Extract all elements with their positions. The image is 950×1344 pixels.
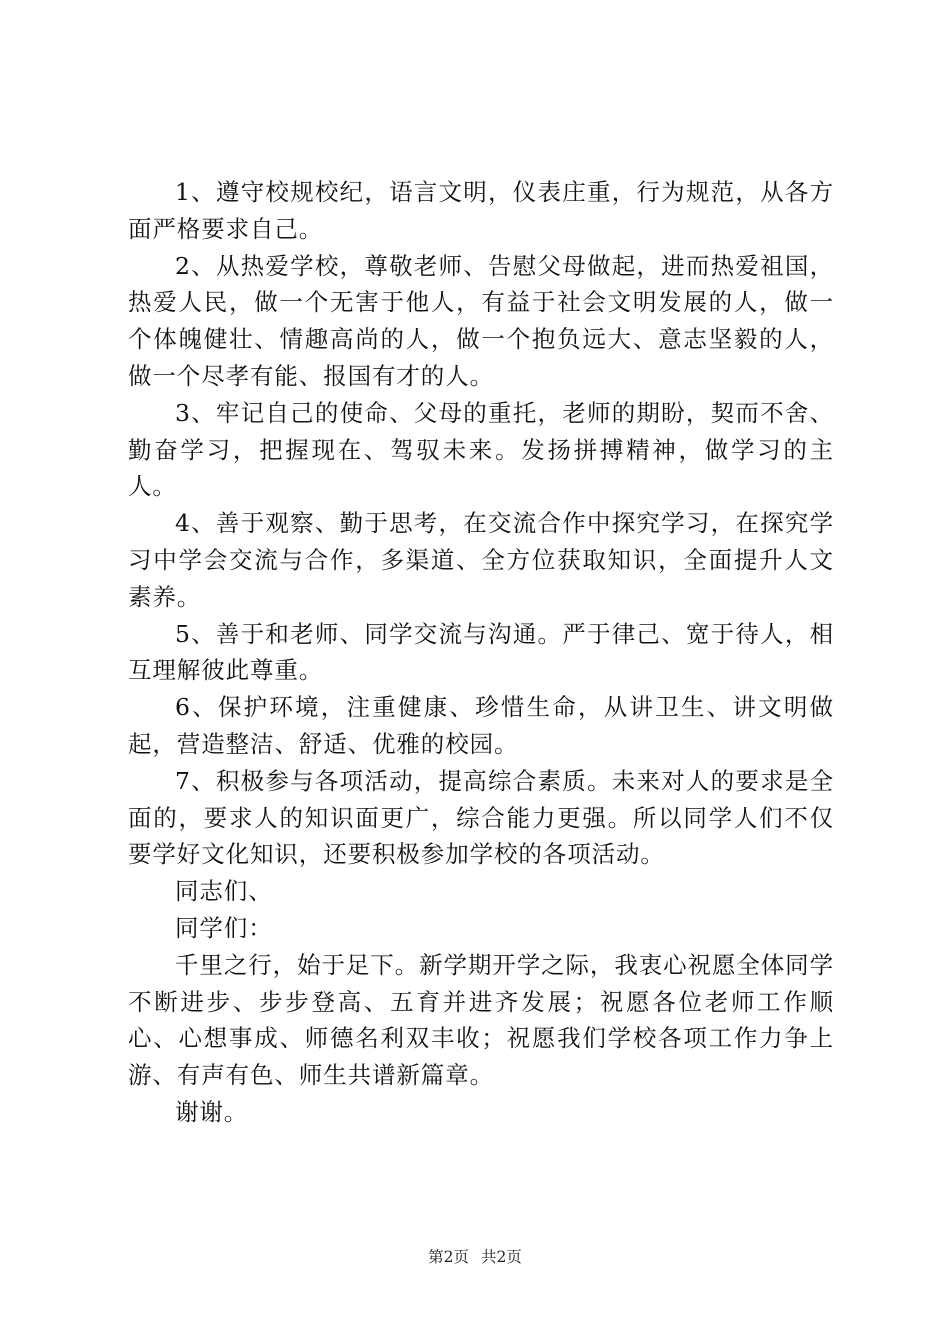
paragraph-rule-1: 1、遵守校规校纪，语言文明，仪表庄重，行为规范，从各方面严格要求自己。 — [128, 178, 834, 243]
paragraph-rule-6: 6、保护环境，注重健康、珍惜生命，从讲卫生、讲文明做起，营造整洁、舒适、优雅的校园。 — [128, 693, 834, 758]
paragraph-rule-3: 3、牢记自己的使命、父母的重托，老师的期盼，契而不舍、勤奋学习，把握现在、驾驭未来。发扬拼搏精神，做学习的主人。 — [128, 398, 834, 501]
salutation-comrades: 同志们、 — [175, 877, 273, 906]
closing-wishes-paragraph: 千里之行，始于足下。新学期开学之际，我衷心祝愿全体同学不断进步、步步登高、五育并进齐发展；祝愿各位老师工作顺心、心想事成、师德名利双丰收；祝愿我们学校各项工作力争上游、有声有色、师生共谱新篇章。 — [128, 950, 834, 1090]
paragraph-rule-4: 4、善于观察、勤于思考，在交流合作中探究学习，在探究学习中学会交流与合作，多渠道、全方位获取知识，全面提升人文素养。 — [128, 509, 834, 611]
salutation-students: 同学们： — [175, 913, 273, 942]
paragraph-rule-5: 5、善于和老师、同学交流与沟通。严于律己、宽于待人，相互理解彼此尊重。 — [128, 619, 834, 685]
paragraph-rule-2: 2、从热爱学校，尊敬老师、告慰父母做起，进而热爱祖国，热爱人民，做一个无害于他人，有益于社会文明发展的人，做一个体魄健壮、情趣高尚的人，做一个抱负远大、意志坚毅的人，做一个尽孝有能、报国有才的人。 — [128, 251, 834, 390]
thanks-line: 谢谢。 — [175, 1097, 249, 1126]
document-body — [128, 174, 834, 1131]
page-number: 第2页 — [428, 1248, 469, 1266]
page-footer — [0, 1245, 950, 1267]
page-total: 共2页 — [481, 1248, 522, 1266]
paragraph-rule-7: 7、积极参与各项活动，提高综合素质。未来对人的要求是全面的，要求人的知识面更广，综合能力更强。所以同学人们不仅要学好文化知识，还要积极参加学校的各项活动。 — [128, 766, 834, 869]
